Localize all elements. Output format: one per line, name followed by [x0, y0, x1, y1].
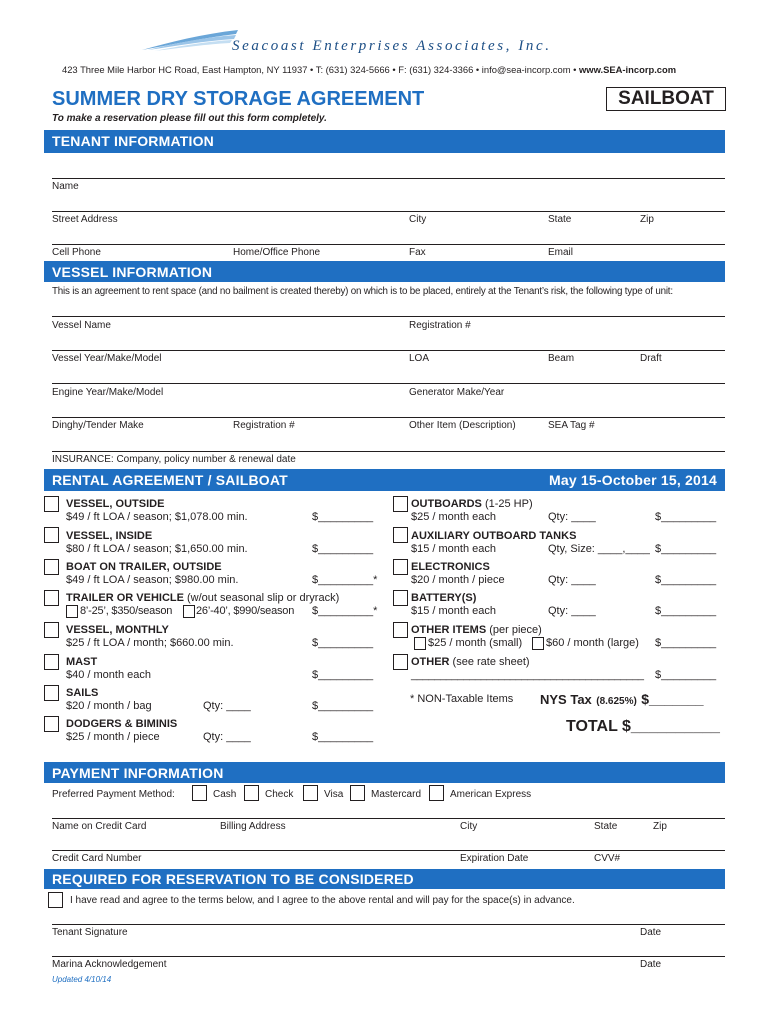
- vessel-name-line[interactable]: [52, 316, 725, 317]
- vessel-outside-checkbox[interactable]: [44, 496, 59, 512]
- other-title: OTHER: [411, 656, 450, 668]
- city-label: City: [409, 214, 427, 225]
- engine-label: Engine Year/Make/Model: [52, 387, 164, 398]
- billing-address-label: Billing Address: [220, 821, 286, 832]
- phone-line[interactable]: [52, 244, 725, 245]
- vessel-outside-title: VESSEL, OUTSIDE: [66, 498, 165, 510]
- vessel-inside-price: $80 / ft LOA / season; $1,650.00 min.: [66, 543, 248, 555]
- expiration-label: Expiration Date: [460, 853, 529, 864]
- mast-checkbox[interactable]: [44, 654, 59, 670]
- other-items-large-checkbox[interactable]: [532, 637, 544, 650]
- vessel-intro-text: This is an agreement to rent space (and no bailment is created thereby) on which is to be placed, entirely at the Tenant’s risk, the following type of unit:: [52, 286, 673, 297]
- agree-terms-checkbox[interactable]: [48, 892, 63, 908]
- generator-label: Generator Make/Year: [409, 387, 505, 398]
- card-name-line[interactable]: [52, 818, 725, 819]
- sails-price: $20 / month / bag: [66, 700, 152, 712]
- electronics-amount[interactable]: $_________: [655, 574, 717, 586]
- form-instructions: To make a reservation please fill out this form completely.: [52, 113, 327, 124]
- payment-method-label: Preferred Payment Method:: [52, 789, 175, 800]
- vessel-outside-price: $49 / ft LOA / season; $1,078.00 min.: [66, 511, 248, 523]
- nys-tax-label: NYS Tax: [540, 692, 592, 707]
- home-office-phone-label: Home/Office Phone: [233, 247, 321, 258]
- tenant-section-heading: TENANT INFORMATION: [44, 130, 725, 153]
- trailer-small-option: 8’-25’, $350/season: [80, 605, 173, 617]
- fax-label: Fax: [409, 247, 426, 258]
- company-name: Seacoast Enterprises Associates, Inc.: [232, 38, 552, 54]
- rental-dates: May 15-October 15, 2014: [548, 472, 717, 488]
- other-description-line[interactable]: ________________________________________: [411, 669, 644, 681]
- tenant-signature-line[interactable]: [52, 924, 725, 925]
- outboards-qty[interactable]: Qty: ____: [548, 511, 596, 523]
- sails-title: SAILS: [66, 687, 99, 699]
- boat-on-trailer-amount[interactable]: $_________*: [312, 574, 378, 586]
- trailer-large-option: 26’-40’, $990/season: [196, 605, 295, 617]
- other-items-small-checkbox[interactable]: [414, 637, 426, 650]
- other-items-large-option: $60 / month (large): [546, 637, 639, 649]
- boat-on-trailer-checkbox[interactable]: [44, 559, 59, 575]
- other-items-small-option: $25 / month (small): [428, 637, 523, 649]
- boat-on-trailer-title: BOAT ON TRAILER, OUTSIDE: [66, 561, 222, 573]
- trailer-vehicle-amount[interactable]: $_________*: [312, 605, 378, 617]
- check-checkbox[interactable]: [244, 785, 259, 801]
- dodgers-price: $25 / month / piece: [66, 731, 160, 743]
- sails-amount[interactable]: $_________: [312, 700, 374, 712]
- agree-terms-text: I have read and agree to the terms below, and I agree to the above rental and will pay for the space(s) in advance.: [70, 895, 575, 906]
- street-line[interactable]: [52, 211, 725, 212]
- vessel-ymm-label: Vessel Year/Make/Model: [52, 353, 162, 364]
- vessel-outside-amount[interactable]: $_________: [312, 511, 374, 523]
- other-items-checkbox[interactable]: [393, 622, 408, 638]
- company-contact: [62, 64, 676, 75]
- cash-checkbox[interactable]: [192, 785, 207, 801]
- other-item-label: Other Item (Description): [409, 420, 516, 431]
- sails-checkbox[interactable]: [44, 685, 59, 701]
- electronics-qty[interactable]: Qty: ____: [548, 574, 596, 586]
- other-checkbox[interactable]: [393, 654, 408, 670]
- boat-on-trailer-price: $49 / ft LOA / season; $980.00 min.: [66, 574, 239, 586]
- sailboat-badge: SAILBOAT: [606, 87, 726, 111]
- vessel-ymm-line[interactable]: [52, 350, 725, 351]
- amex-checkbox[interactable]: [429, 785, 444, 801]
- vessel-monthly-price: $25 / ft LOA / month; $660.00 min.: [66, 637, 234, 649]
- loa-label: LOA: [409, 353, 430, 364]
- outboards-note: (1-25 HP): [481, 498, 533, 510]
- company-website[interactable]: www.SEA-incorp.com: [579, 64, 677, 75]
- battery-amount[interactable]: $_________: [655, 605, 717, 617]
- insurance-label: INSURANCE: Company, policy number & renewal date: [52, 454, 296, 465]
- check-label: Check: [265, 789, 294, 800]
- amex-label: American Express: [450, 789, 532, 800]
- vessel-inside-checkbox[interactable]: [44, 527, 59, 543]
- dinghy-line[interactable]: [52, 417, 725, 418]
- dodgers-title: DODGERS & BIMINIS: [66, 718, 178, 730]
- marina-date-label: Date: [640, 959, 662, 970]
- electronics-checkbox[interactable]: [393, 559, 408, 575]
- updated-note: Updated 4/10/14: [52, 975, 112, 984]
- other-items-title: OTHER ITEMS: [411, 624, 487, 636]
- electronics-price: $20 / month / piece: [411, 574, 505, 586]
- state-label: State: [548, 214, 572, 225]
- aux-tanks-qty-size[interactable]: Qty, Size: ____,____: [548, 543, 650, 555]
- outboards-title: OUTBOARDS: [411, 498, 482, 510]
- beam-label: Beam: [548, 353, 575, 364]
- payment-state-label: State: [594, 821, 618, 832]
- cash-label: Cash: [213, 789, 237, 800]
- company-logo-swoosh: [140, 28, 240, 54]
- tenant-date-label: Date: [640, 927, 662, 938]
- cell-phone-label: Cell Phone: [52, 247, 101, 258]
- electronics-title: ELECTRONICS: [411, 561, 490, 573]
- insurance-line[interactable]: [52, 451, 725, 452]
- vessel-name-label: Vessel Name: [52, 320, 111, 331]
- zip-label: Zip: [640, 214, 654, 225]
- street-label: Street Address: [52, 214, 118, 225]
- dinghy-label: Dinghy/Tender Make: [52, 420, 144, 431]
- sea-tag-label: SEA Tag #: [548, 420, 595, 431]
- other-amount[interactable]: $_________: [655, 669, 717, 681]
- rental-heading-text: RENTAL AGREEMENT / SAILBOAT: [52, 472, 288, 488]
- dodgers-amount[interactable]: $_________: [312, 731, 374, 743]
- vessel-inside-title: VESSEL, INSIDE: [66, 530, 153, 542]
- nys-tax-amount[interactable]: $_______: [641, 691, 704, 707]
- aux-tanks-amount[interactable]: $_________: [655, 543, 717, 555]
- outboards-title-row: [411, 498, 533, 510]
- other-title-row: [411, 656, 530, 668]
- total-amount[interactable]: TOTAL $__________: [566, 718, 720, 735]
- other-items-title-row: [411, 624, 542, 636]
- other-items-note: (per piece): [486, 624, 542, 636]
- dinghy-registration-label: Registration #: [233, 420, 295, 431]
- trailer-large-checkbox[interactable]: [183, 605, 195, 618]
- trailer-vehicle-title-row: [66, 592, 339, 604]
- vessel-monthly-checkbox[interactable]: [44, 622, 59, 638]
- dodgers-qty[interactable]: Qty: ____: [203, 731, 251, 743]
- name-on-card-label: Name on Credit Card: [52, 821, 147, 832]
- non-taxable-note: * NON-Taxable Items: [410, 693, 514, 705]
- battery-title: BATTERY(S): [411, 592, 477, 604]
- visa-checkbox[interactable]: [303, 785, 318, 801]
- vessel-monthly-title: VESSEL, MONTHLY: [66, 624, 169, 636]
- nys-tax-rate: (8.625%): [596, 696, 637, 707]
- aux-tanks-checkbox[interactable]: [393, 527, 408, 543]
- company-address: 423 Three Mile Harbor HC Road, East Hampton, NY 11937 • T: (631) 324-5666 • F: (631) 324-3366 • info@sea-incorp.com •: [62, 64, 580, 75]
- other-items-amount[interactable]: $_________: [655, 637, 717, 649]
- draft-label: Draft: [640, 353, 662, 364]
- trailer-small-checkbox[interactable]: [66, 605, 78, 618]
- card-number-line[interactable]: [52, 850, 725, 851]
- mastercard-checkbox[interactable]: [350, 785, 365, 801]
- other-note: (see rate sheet): [449, 656, 530, 668]
- outboards-amount[interactable]: $_________: [655, 511, 717, 523]
- vessel-section-heading: VESSEL INFORMATION: [44, 261, 725, 282]
- nys-tax-row: [540, 691, 704, 709]
- rental-section-heading: [44, 469, 725, 491]
- trailer-vehicle-checkbox[interactable]: [44, 590, 59, 606]
- battery-qty[interactable]: Qty: ____: [548, 605, 596, 617]
- aux-tanks-price: $15 / month each: [411, 543, 497, 555]
- marina-ack-label: Marina Acknowledgement: [52, 959, 167, 970]
- sails-qty[interactable]: Qty: ____: [203, 700, 251, 712]
- vessel-inside-amount[interactable]: $_________: [312, 543, 374, 555]
- page-title: SUMMER DRY STORAGE AGREEMENT: [52, 88, 425, 110]
- aux-tanks-title: AUXILIARY OUTBOARD TANKS: [411, 530, 577, 542]
- dodgers-checkbox[interactable]: [44, 716, 59, 732]
- mast-title: MAST: [66, 656, 98, 668]
- battery-checkbox[interactable]: [393, 590, 408, 606]
- card-number-label: Credit Card Number: [52, 853, 142, 864]
- payment-section-heading: PAYMENT INFORMATION: [44, 762, 725, 783]
- required-section-heading: REQUIRED FOR RESERVATION TO BE CONSIDERED: [44, 869, 725, 889]
- mastercard-label: Mastercard: [371, 789, 422, 800]
- mast-amount[interactable]: $_________: [312, 669, 374, 681]
- email-label: Email: [548, 247, 574, 258]
- name-label: Name: [52, 181, 79, 192]
- outboards-price: $25 / month each: [411, 511, 497, 523]
- tenant-signature-label: Tenant Signature: [52, 927, 128, 938]
- battery-price: $15 / month each: [411, 605, 497, 617]
- payment-city-label: City: [460, 821, 478, 832]
- trailer-vehicle-title: TRAILER OR VEHICLE: [66, 592, 184, 604]
- marina-ack-line[interactable]: [52, 956, 725, 957]
- engine-line[interactable]: [52, 383, 725, 384]
- payment-zip-label: Zip: [653, 821, 667, 832]
- trailer-vehicle-note: (w/out seasonal slip or dryrack): [183, 592, 340, 604]
- cvv-label: CVV#: [594, 853, 621, 864]
- visa-label: Visa: [324, 789, 344, 800]
- name-line[interactable]: [52, 178, 725, 179]
- mast-price: $40 / month each: [66, 669, 152, 681]
- outboards-checkbox[interactable]: [393, 496, 408, 512]
- registration-label: Registration #: [409, 320, 471, 331]
- vessel-monthly-amount[interactable]: $_________: [312, 637, 374, 649]
